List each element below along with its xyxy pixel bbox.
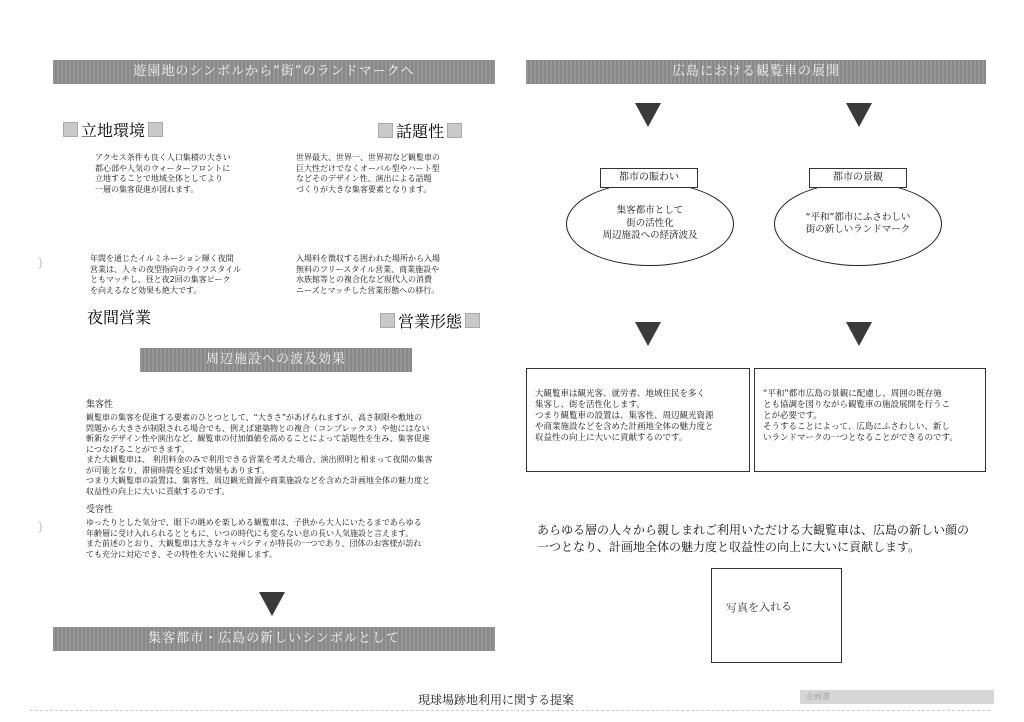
heading-wadai: 話題性 [378, 119, 462, 142]
banner-right-top: 広島における観覧車の展開 [526, 60, 986, 84]
ellipse-keikan: “平和”都市にふさわしい 街の新しいランドマーク [774, 182, 942, 266]
arrow-down-icon [635, 322, 661, 346]
heading-ritchi: 立地環境 [63, 118, 163, 141]
arrow-down-icon [635, 103, 661, 127]
banner-left-bottom: 集客都市・広島の新しいシンボルとして [53, 627, 495, 651]
footer-tag-text: 企画書 [806, 692, 830, 701]
label-keikan: 都市の景観 [809, 168, 907, 188]
box-nigiwai: 大観覧車は観光客、就労者、地域住民を多く 集客し、街を活性化します。 つまり観覧車の設置は、集客性、周辺観光資源 や商業施設などを含めた計画地全体の魅力度と 収益性の向上に大いに貢献するのです。 [526, 368, 750, 472]
arrow-down-icon [259, 592, 285, 616]
text-ritchi: アクセス条件も良く人口集積の大きい 都心部や人気のウォーターフロントに 立地することで地域全体としてより 一層の集客促進が図れます。 [95, 153, 231, 194]
text-yakan: 年間を通じたイルミネーション輝く夜間 営業は、人々の夜型指向のライフスタイル ともマッチし、昼と夜2回の集客ピーク を向えるなど効果も絶大です。 [90, 254, 242, 295]
summary-text: あらゆる層の人々から親しまれご利用いただける大観覧車は、広島の新しい顔の 一つとなり、計画地全体の魅力度と収益性の向上に大いに貢献します。 [537, 523, 970, 554]
photo-placeholder [711, 568, 842, 663]
heading-marker-icon [148, 122, 163, 137]
text-eigyo: 入場料を徴収する囲われた場所から入場 無料のフリースタイル営業、商業施設や 水族館等との複合化など現代人の消費 ニーズとマッチした営業形態への移行。 [296, 254, 440, 295]
photo-note: 写真を入れる [725, 599, 793, 616]
punch-mark-icon: ) [38, 520, 43, 534]
footer-title: 現球場跡地利用に関する提案 [418, 693, 575, 707]
section-title-shukyaku: 集客性 [86, 400, 114, 410]
label-nigiwai: 都市の賑わい [600, 168, 698, 188]
arrow-down-icon [846, 322, 872, 346]
ellipse-nigiwai: 集客都市として 街の活性化 周辺施設への経済波及 [566, 182, 734, 266]
text-wadai: 世界最大、世界一、世界初など観覧車の 巨大性だけでなくオーバル型やハート型 などそのデザイン性、演出による話題 づくりが大きな集客要素となります。 [296, 153, 440, 194]
heading-eigyo: 営業形態 [380, 309, 480, 332]
heading-marker-icon [378, 123, 393, 138]
section-body-juyo: ゆったりとした気分で、眼下の眺めを楽しめる観覧車は、子供から大人にいたるまであらゆる 年齢層に受け入れられるとともに、いつの時代にも変らない息の長い人気施設と言えます。 また前述のとおり、大観覧車は大きなキャパシティが特長の一つであり、団体のお客様が訪れ ても充分に対応でき、その特性を大いに発揮します。 [86, 518, 422, 559]
arrow-down-icon [846, 103, 872, 127]
box-keikan: “平和”都市広島の景観に配慮し、周囲の既存施 とも協調を図りながら観覧車の施設展開を行うこ とが必要です。 そうすることによって、広島にふさわしい、新し いランドマークの一つとなることができるのです。 [754, 368, 986, 472]
footer-tag [800, 690, 994, 704]
banner-left-top: 遊園地のシンボルから“街”のランドマークへ [53, 60, 495, 84]
section-title-juyo: 受容性 [86, 505, 114, 515]
banner-left-mid: 周辺施設への波及効果 [140, 348, 412, 372]
punch-mark-icon: ) [38, 256, 43, 270]
heading-marker-icon [380, 313, 395, 328]
heading-marker-icon [447, 123, 462, 138]
heading-marker-icon [465, 313, 480, 328]
heading-marker-icon [63, 122, 78, 137]
heading-yakan: 夜間営業 [87, 308, 152, 327]
section-body-shukyaku: 観覧車の集客を促進する要素のひとつとして、“大きさ”があげられますが、高さ制限や敷地の 問題から大きさが制限される場合でも、例えば建築物との複合（コンプレックス）や他にはない 斬新なデザイン性や演出など、観覧車の付加価値を高めることによって話題性を生み、集客促進 につなげることができます。 また大観覧車は、 利用料金のみで利用できる営業を考えた場合、演出照明と相まって夜間の集客 が可能となり、滞留時間を延ばす効果もあります。 つまり大観覧車の設置は、集客性、周辺観光資源や商業施設などを含めた計画地全体の魅力度と 収益性の向上に大いに貢献するのです。 [86, 413, 433, 496]
footer-divider [30, 710, 990, 711]
